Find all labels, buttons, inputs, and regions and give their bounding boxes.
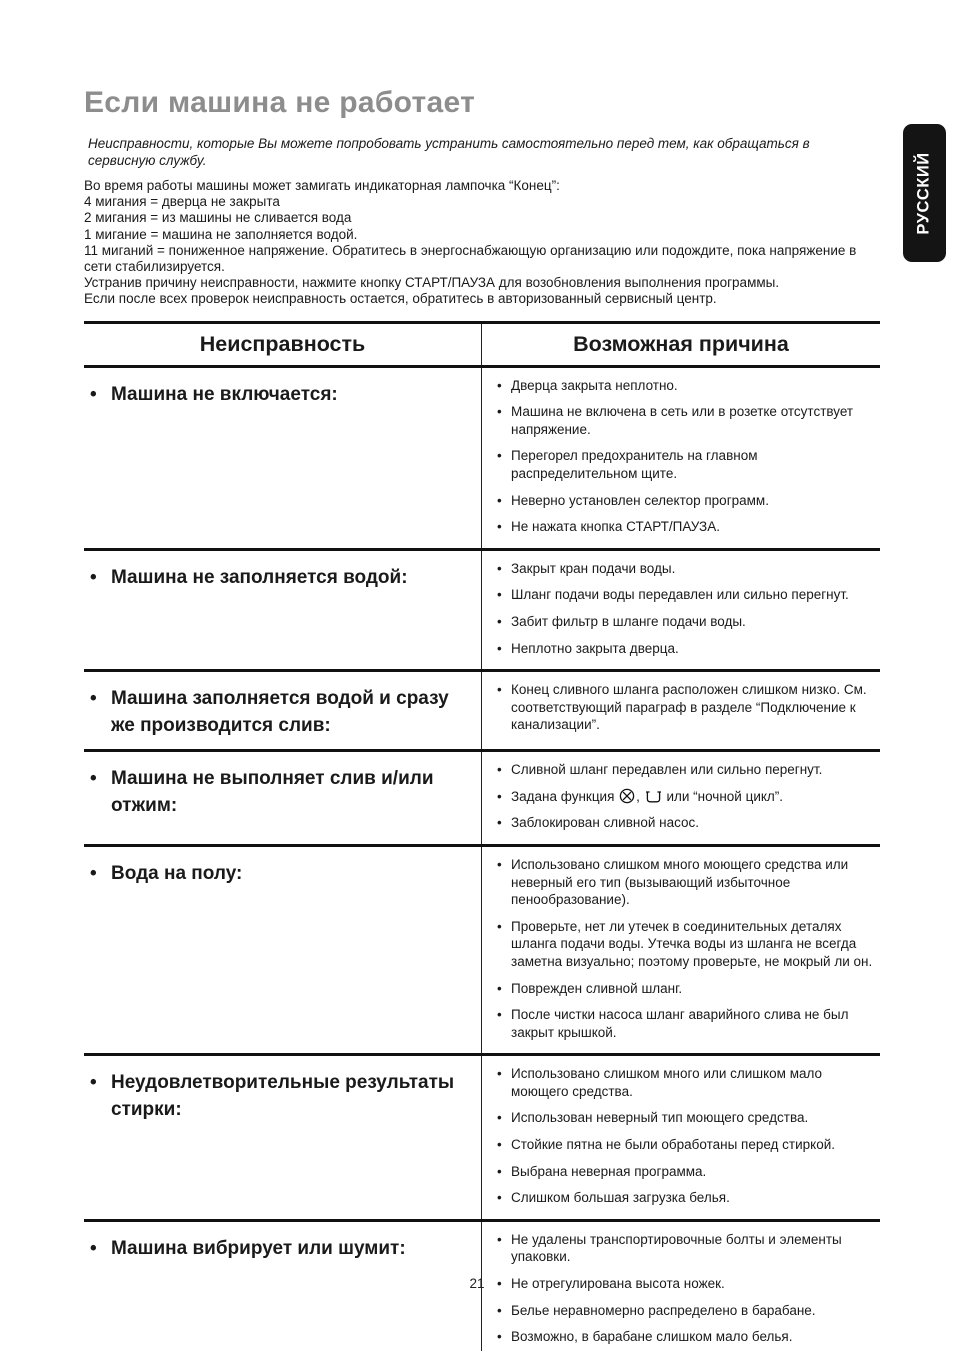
- table-row: [84, 368, 880, 551]
- fault-label: Машина не включается:: [111, 383, 338, 405]
- cause-item: • Не отрегулирована высота ножек.: [496, 1275, 874, 1293]
- cause-item: • Возможно, в барабане слишком мало белья.: [496, 1328, 874, 1346]
- cause-item: • Неверно установлен селектор программ.: [496, 492, 874, 510]
- table-row: [84, 672, 880, 752]
- table-row: [84, 551, 880, 672]
- cause-cell: [482, 672, 880, 749]
- cause-item: • Шланг подачи воды передавлен или сильно перегнут.: [496, 586, 874, 604]
- table-row: [84, 847, 880, 1056]
- cause-cell: [482, 752, 880, 844]
- cause-item-with-icons: • Задана функция , или “ночной цикл”.: [496, 788, 874, 806]
- page-content: [84, 86, 880, 1351]
- cause-list: [496, 761, 874, 832]
- troubleshooting-table: [84, 321, 880, 1351]
- language-tab: [903, 124, 946, 262]
- cause-item: • Стойкие пятна не были обработаны перед стиркой.: [496, 1136, 874, 1154]
- intro-line: 11 миганий = пониженное напряжение. Обратитесь в энергоснабжающую организацию или подождите, пока напряжение в сети стабилизируется.: [84, 242, 857, 275]
- bullet: •: [90, 1237, 97, 1259]
- intro-line: 4 мигания = дверца не закрыта: [84, 194, 280, 210]
- cause-cell: [482, 368, 880, 548]
- cause-item: • Использовано слишком много моющего средства или неверный его тип (вызывающий избыточное пенообразование).: [496, 856, 874, 909]
- intro-line: 2 мигания = из машины не сливается вода: [84, 210, 352, 226]
- cause-list: [496, 681, 874, 734]
- cause-list: [496, 1065, 874, 1207]
- cause-item: • Поврежден сливной шланг.: [496, 980, 874, 998]
- fault-label: Машина вибрирует или шумит:: [111, 1237, 406, 1259]
- intro-line: Если после всех проверок неисправность остается, обратитесь в авторизованный сервисный центр.: [84, 291, 717, 307]
- cause-item: • Сливной шланг передавлен или сильно перегнут.: [496, 761, 874, 779]
- header-cause: Возможная причина: [573, 331, 789, 356]
- bullet: •: [90, 383, 97, 405]
- page-number: 21: [469, 1276, 485, 1291]
- fault-label: Неудовлетворительные результаты стирки:: [111, 1072, 455, 1121]
- cause-list: [496, 377, 874, 536]
- table-header-row: [84, 324, 880, 368]
- fault-cell: [84, 368, 482, 548]
- cause-item: • Закрыт кран подачи воды.: [496, 560, 874, 578]
- fault-label: Машина не выполняет слив и/или отжим:: [111, 768, 434, 817]
- intro-line: 1 мигание = машина не заполняется водой.: [84, 226, 358, 242]
- cause-item: • Проверьте, нет ли утечек в соединительных деталях шланга подачи воды. Утечка воды из шланга не всегда заметна визуально; поэтому проверьте, не мокрый ли он.: [496, 918, 874, 971]
- cause-list: [496, 560, 874, 657]
- cause-list: [496, 856, 874, 1041]
- fault-cell: [84, 752, 482, 844]
- bullet: •: [90, 566, 97, 588]
- page-title: Если машина не работает: [84, 86, 476, 119]
- fault-label: Вода на полу:: [111, 862, 243, 884]
- cause-item: • Использован неверный тип моющего средства.: [496, 1109, 874, 1127]
- fault-label: Машина заполняется водой и сразу же производится слив:: [111, 688, 449, 737]
- cause-item: • Конец сливного шланга расположен слишком низко. См. соответствующий параграф в разделе “Подключение к канализации”.: [496, 681, 874, 734]
- cause-item: • Дверца закрыта неплотно.: [496, 377, 874, 395]
- header-fault: Неисправность: [84, 324, 482, 365]
- bullet: •: [90, 862, 97, 884]
- bullet: •: [90, 1072, 97, 1094]
- cause-item: • Неплотно закрыта дверца.: [496, 640, 874, 658]
- bullet: •: [90, 688, 97, 710]
- cause-item: • Перегорел предохранитель на главном распределительном щите.: [496, 447, 874, 482]
- bullet: •: [90, 768, 97, 790]
- cause-cell: [482, 551, 880, 669]
- fault-cell: [84, 672, 482, 749]
- cause-item: • Машина не включена в сеть или в розетке отсутствует напряжение.: [496, 403, 874, 438]
- cause-item: • Слишком большая загрузка белья.: [496, 1189, 874, 1207]
- no-spin-icon: [619, 788, 635, 804]
- cause-item: • Забит фильтр в шланге подачи воды.: [496, 613, 874, 631]
- cause-cell: [482, 847, 880, 1053]
- fault-label: Машина не заполняется водой:: [111, 566, 408, 588]
- intro-note: Неисправности, которые Вы можете попробовать устранить самостоятельно перед тем, как обращаться в сервисную службу.: [88, 136, 810, 168]
- language-tab-label: РУССКИЙ: [915, 151, 933, 235]
- intro-block: [84, 178, 880, 308]
- cause-item: • Заблокирован сливной насос.: [496, 814, 874, 832]
- fault-cell: [84, 1056, 482, 1219]
- table-row: [84, 752, 880, 847]
- cause-cell: [482, 1056, 880, 1219]
- table-row: [84, 1056, 880, 1222]
- cause-item: • Использовано слишком много или слишком мало моющего средства.: [496, 1065, 874, 1100]
- cause-item: • После чистки насоса шланг аварийного слива не был закрыт крышкой.: [496, 1006, 874, 1041]
- intro-line: Во время работы машины может замигать индикаторная лампочка “Конец”:: [84, 178, 560, 193]
- cause-item: • Не нажата кнопка СТАРТ/ПАУЗА.: [496, 518, 874, 536]
- cause-item: • Выбрана неверная программа.: [496, 1163, 874, 1181]
- cause-item: • Не удалены транспортировочные болты и элементы упаковки.: [496, 1231, 874, 1266]
- intro-line: Устранив причину неисправности, нажмите кнопку СТАРТ/ПАУЗА для возобновления выполнения программы.: [84, 275, 780, 291]
- fault-cell: [84, 847, 482, 1053]
- tub-icon: [645, 789, 662, 804]
- fault-cell: [84, 551, 482, 669]
- cause-item: • Белье неравномерно распределено в барабане.: [496, 1302, 874, 1320]
